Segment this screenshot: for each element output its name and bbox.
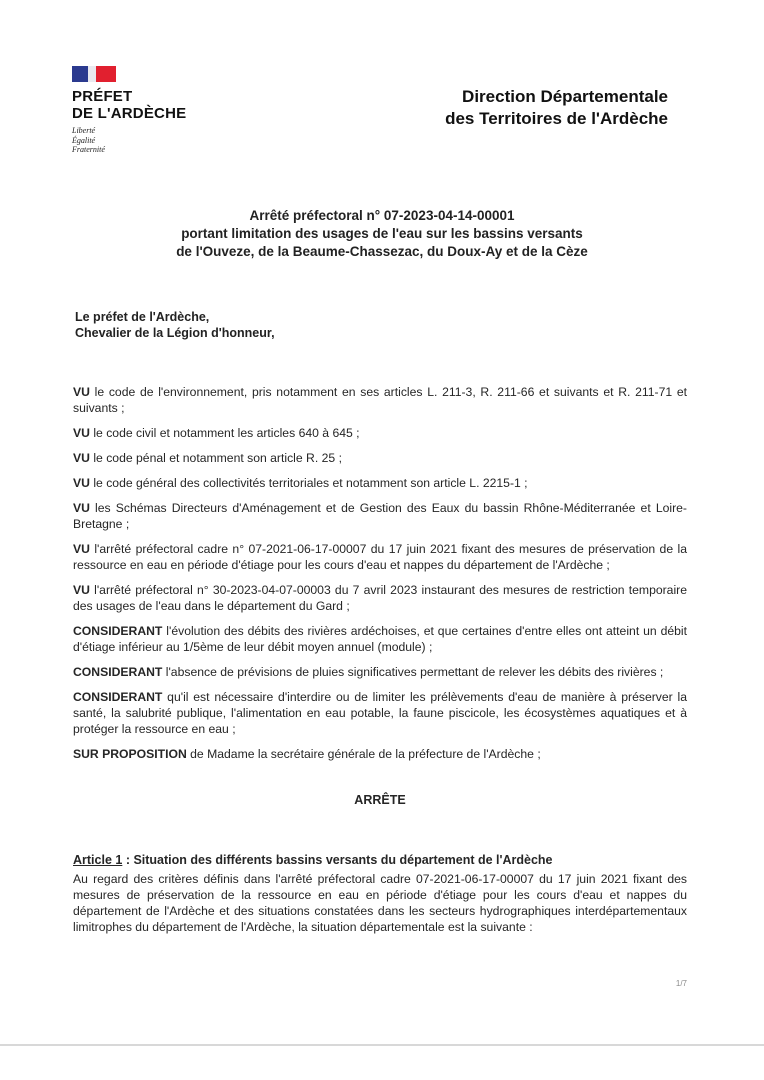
arrete-heading: ARRÊTE — [354, 793, 406, 807]
consideration-paragraph — [73, 475, 687, 491]
decree-title-line-1: Arrêté préfectoral n° 07-2023-04-14-00001 — [249, 208, 515, 223]
article-1-title: : Situation des différents bassins versants du département de l'Ardèche — [122, 853, 553, 867]
prefet-signatory-line-1: Le préfet de l'Ardèche, — [75, 310, 210, 324]
consideration-text: de Madame la secrétaire générale de la préfecture de l'Ardèche ; — [186, 747, 541, 761]
consideration-keyword: CONSIDERANT — [73, 690, 163, 704]
consideration-paragraph — [73, 664, 687, 680]
consideration-paragraph — [73, 541, 687, 573]
consideration-paragraph — [73, 623, 687, 655]
consideration-text: le code civil et notamment les articles 640 à 645 ; — [89, 426, 360, 440]
direction-line-2: des Territoires de l'Ardèche — [445, 109, 668, 128]
consideration-paragraph — [73, 582, 687, 614]
consideration-keyword: SUR PROPOSITION — [73, 747, 187, 761]
consideration-keyword: VU — [73, 476, 90, 490]
prefet-line-2: DE L'ARDÈCHE — [72, 105, 187, 122]
consideration-paragraph — [73, 689, 687, 737]
page-number: 1/7 — [675, 979, 687, 988]
consideration-keyword: VU — [73, 583, 90, 597]
marianne-flag-icon — [72, 66, 116, 82]
consideration-paragraph — [73, 450, 687, 466]
motto-egalite: Égalité — [72, 135, 96, 145]
motto-fraternite: Fraternité — [72, 145, 105, 154]
direction-heading — [445, 86, 668, 130]
decree-title — [0, 207, 764, 261]
prefecture-logo — [72, 66, 222, 155]
consideration-text: l'arrêté préfectoral cadre n° 07-2021-06-17-00007 du 17 juin 2021 fixant des mesures de préservation de la ressource en eau en période d'étiage pour les cours d'eau et nappes du département de l'Ardèche ; — [73, 542, 687, 572]
consideration-paragraph — [73, 500, 687, 532]
consideration-keyword: CONSIDERANT — [73, 665, 163, 679]
motto-liberte: Liberté — [72, 126, 96, 135]
consideration-text: le code pénal et notamment son article R. 25 ; — [89, 451, 342, 465]
consideration-keyword: VU — [73, 501, 90, 515]
republic-motto — [72, 126, 222, 155]
consideration-paragraph — [73, 425, 687, 441]
consideration-text: qu'il est nécessaire d'interdire ou de limiter les prélèvements d'eau de manière à préserver la santé, la salubrité publique, l'alimentation en eau potable, la faune piscicole, les écosystèmes aquatiques et à protéger la ressource en eau ; — [73, 690, 687, 736]
consideration-text: le code de l'environnement, pris notamment en ses articles L. 211-3, R. 211-66 et suivants et R. 211-71 et suivants ; — [73, 385, 687, 415]
article-1-text: Au regard des critères définis dans l'arrêté préfectoral cadre 07-2021-06-17-00007 du 17 juin 2021 fixant des mesures de préservation de la ressource en eau en période d'étiage pour les cours d'eau et nappes du département de l'Ardèche et des situations constatées dans les secteurs hydrographiques interdépartementaux limitrophes du département de l'Ardèche, la situation départementale est la suivante : — [73, 872, 687, 934]
article-1-label: Article 1 — [73, 853, 123, 867]
article-1-heading — [73, 852, 687, 868]
consideration-keyword: VU — [73, 451, 90, 465]
consideration-keyword: VU — [73, 385, 90, 399]
consideration-text: les Schémas Directeurs d'Aménagement et de Gestion des Eaux du bassin Rhône-Méditerranée et Loire-Bretagne ; — [73, 501, 687, 531]
prefet-signatory — [75, 309, 275, 341]
decree-title-line-2: portant limitation des usages de l'eau sur les bassins versants — [181, 226, 583, 241]
prefet-signatory-line-2: Chevalier de la Légion d'honneur, — [75, 326, 275, 340]
prefet-line-1: PRÉFET — [72, 88, 133, 105]
consideration-paragraph — [73, 384, 687, 416]
scan-edge-divider — [0, 1044, 764, 1046]
consideration-text: l'évolution des débits des rivières ardéchoises, et que certaines d'entre elles ont atteint un débit d'étiage inférieur au 1/5ème de leur débit moyen annuel (module) ; — [73, 624, 687, 654]
consideration-keyword: VU — [73, 426, 90, 440]
consideration-keyword: VU — [73, 542, 90, 556]
consideration-text: l'absence de prévisions de pluies significatives permettant de relever les débits des rivières ; — [162, 665, 664, 679]
consideration-text: le code général des collectivités territoriales et notamment son article L. 2215-1 ; — [89, 476, 528, 490]
direction-line-1: Direction Départementale — [462, 87, 668, 106]
consideration-paragraph — [73, 746, 687, 762]
consideration-text: l'arrêté préfectoral n° 30-2023-04-07-00003 du 7 avril 2023 instaurant des mesures de restriction temporaire des usages de l'eau dans le département du Gard ; — [73, 583, 687, 613]
consideration-keyword: CONSIDERANT — [73, 624, 163, 638]
decree-body — [73, 384, 687, 935]
decree-title-line-3: de l'Ouveze, de la Beaume-Chassezac, du Doux-Ay et de la Cèze — [176, 244, 588, 259]
